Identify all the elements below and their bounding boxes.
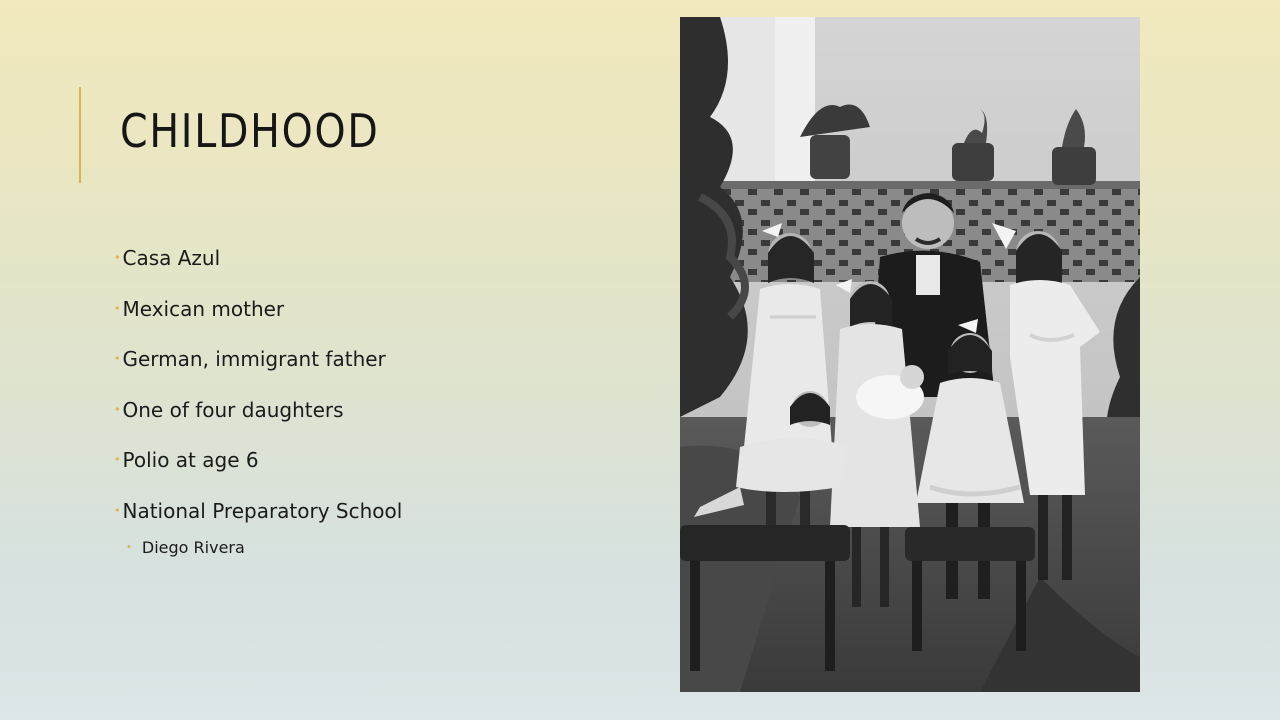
- bullet-text: National Preparatory School: [122, 498, 403, 523]
- bullet-marker: •: [114, 402, 121, 416]
- bullet-marker: •: [114, 301, 121, 315]
- bullet-marker: •: [114, 251, 121, 264]
- bullet-list: [114, 246, 634, 557]
- title-accent-bar: [79, 87, 81, 183]
- bullet-item: [114, 398, 634, 449]
- bullet-text: Mexican mother: [122, 296, 285, 321]
- bullet-text: German, immigrant father: [122, 347, 386, 371]
- bullet-text: Polio at age 6: [122, 448, 259, 472]
- sub-bullet-marker: •: [126, 542, 132, 553]
- bullet-item: [114, 297, 634, 348]
- sub-bullet-item: [126, 538, 634, 557]
- bullet-item: [114, 246, 634, 297]
- bullet-item: [114, 347, 634, 398]
- bullet-marker: •: [114, 453, 121, 466]
- sub-bullet-text: Diego Rivera: [141, 538, 245, 557]
- family-portrait-illustration: [680, 17, 1140, 692]
- bullet-marker: •: [114, 503, 121, 517]
- slide-title: CHILDHOOD: [120, 104, 380, 158]
- bullet-item: [114, 448, 634, 499]
- family-portrait-photo: [680, 17, 1140, 692]
- bullet-marker: •: [114, 352, 121, 365]
- bullet-text: One of four daughters: [122, 397, 344, 422]
- bullet-text: Casa Azul: [122, 246, 221, 270]
